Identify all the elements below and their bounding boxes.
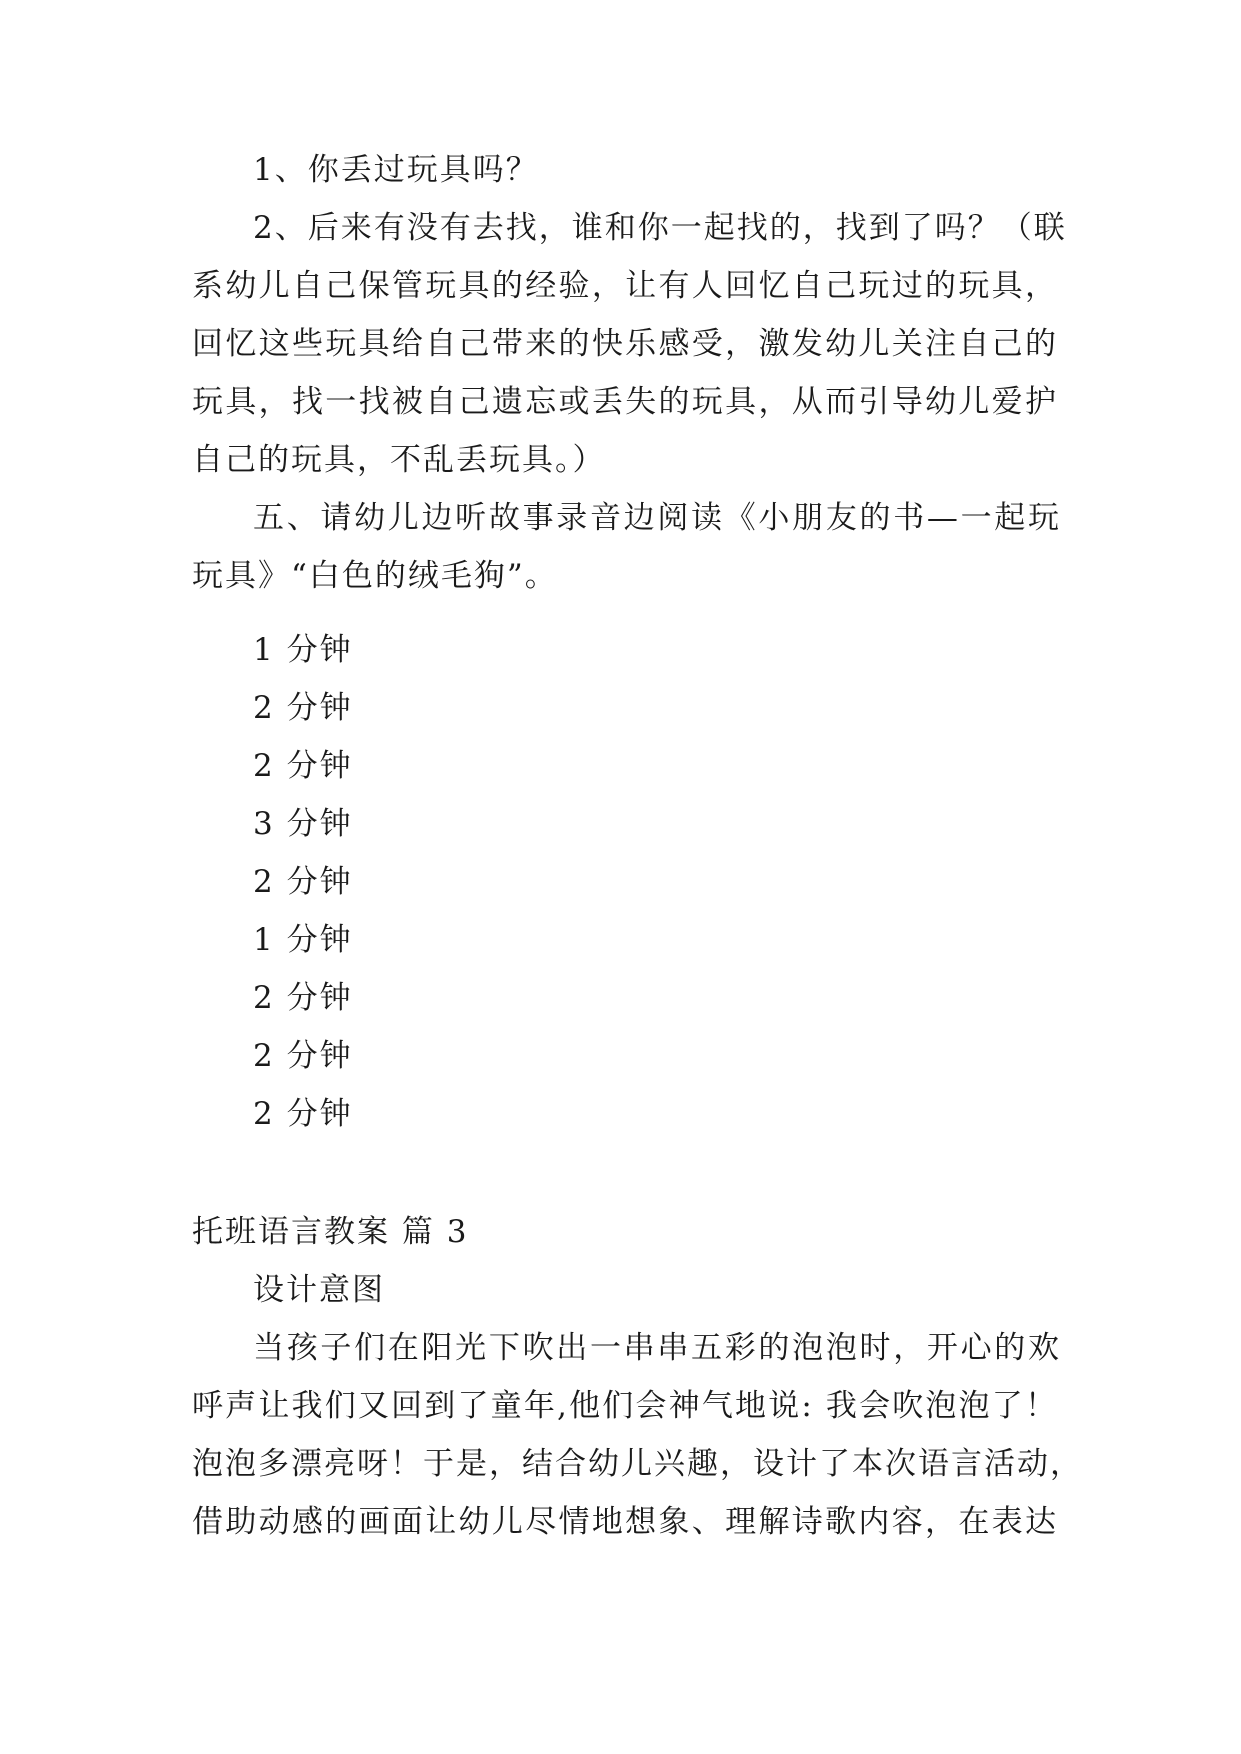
duration-item: 1 分钟 [253, 632, 353, 668]
section-heading: 托班语言教案 篇 3 [192, 1214, 469, 1250]
paragraph-line: 当孩子们在阳光下吹出一串串五彩的泡泡时，开心的欢 [253, 1330, 1061, 1366]
duration-item: 3 分钟 [253, 806, 353, 842]
paragraph-line: 玩具，找一找被自己遗忘或丢失的玩具，从而引导幼儿爱护 [192, 384, 1058, 420]
subheading-design-intent: 设计意图 [253, 1272, 385, 1308]
list-item-2-line-1: 2、后来有没有去找，谁和你一起找的，找到了吗？（联 [253, 210, 1067, 246]
paragraph-line: 回忆这些玩具给自己带来的快乐感受，激发幼儿关注自己的 [192, 326, 1058, 362]
paragraph-line: 自己的玩具，不乱丢玩具。） [192, 442, 606, 478]
duration-item: 2 分钟 [253, 980, 353, 1016]
duration-item: 2 分钟 [253, 748, 353, 784]
paragraph-line: 泡泡多漂亮呀！于是，结合幼儿兴趣，设计了本次语言活动， [192, 1446, 1083, 1482]
paragraph-line: 呼声让我们又回到了童年,他们会神气地说: 我会吹泡泡了！ [192, 1388, 1058, 1424]
paragraph-line: 系幼儿自己保管玩具的经验，让有人回忆自己玩过的玩具， [192, 268, 1058, 304]
duration-item: 2 分钟 [253, 1038, 353, 1074]
duration-item: 2 分钟 [253, 690, 353, 726]
list-item-1: 1、你丢过玩具吗？ [253, 152, 539, 188]
duration-item: 2 分钟 [253, 1096, 353, 1132]
section-five-line-1: 五、请幼儿边听故事录音边阅读《小朋友的书—一起玩 [253, 500, 1061, 536]
paragraph-line: 借助动感的画面让幼儿尽情地想象、理解诗歌内容，在表达 [192, 1504, 1058, 1540]
section-five-line-2: 玩具》“白色的绒毛狗”。 [192, 558, 558, 594]
duration-item: 2 分钟 [253, 864, 353, 900]
duration-item: 1 分钟 [253, 922, 353, 958]
